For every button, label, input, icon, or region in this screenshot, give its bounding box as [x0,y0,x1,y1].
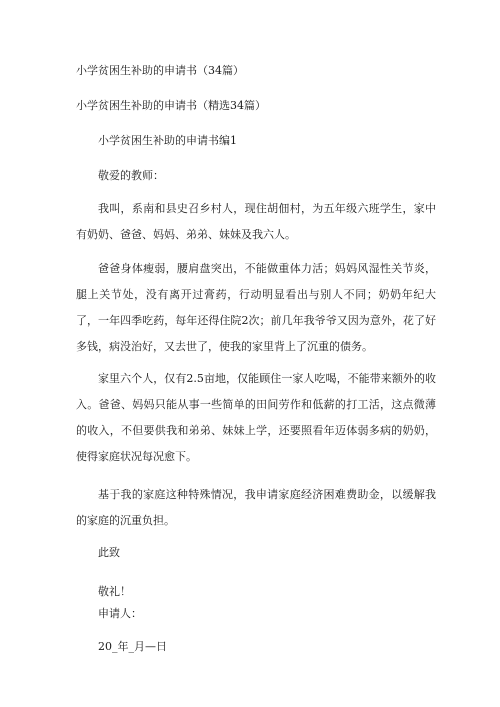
section-heading: 小学贫困生补助的申请书编1 [98,134,237,147]
body-paragraph-1: 我叫，系南和县史召乡村人，现住胡佃村，为五年级六班学生，家中有奶奶、爸爸、妈妈、弟弟、妹妹及我六人。 [76,202,436,241]
closing-line: 此致 [98,546,120,559]
salutation: 敬爱的教师： [98,169,164,182]
body-paragraph-2: 爸爸身体瘦弱，腰肩盘突出，不能做重体力活；妈妈风湿性关节炎，腿上关节处，没有离开过膏药，行动明显看出与别人不同；奶奶年纪大了，一年四季吃药，每年还得住院2次；前几年我爷爷又因为意外，花了好多钱，病没治好，又去世了，使我的家里背上了沉重的债务。 [76,262,436,353]
document-subtitle: 小学贫困生补助的申请书（精选34篇） [76,99,266,112]
regards-line: 敬礼！ [98,585,131,598]
date-line: 20_年_月—日 [98,640,167,653]
body-paragraph-3: 家里六个人，仅有2.5亩地，仅能顾住一家人吃喝，不能带来额外的收入。爸爸、妈妈只能从事一些简单的田间劳作和低薪的打工活，这点微薄的收入，不但要供我和弟弟、妹妹上学，还要照看年迈体弱多病的奶奶，使得家庭状况每况愈下。 [76,372,436,463]
body-paragraph-4: 基于我的家庭这种特殊情况，我申请家庭经济困难费助金，以缓解我的家庭的沉重负担。 [76,488,436,527]
applicant-line: 申请人： [98,607,142,620]
document-title: 小学贫困生补助的申请书（34篇） [76,64,244,77]
